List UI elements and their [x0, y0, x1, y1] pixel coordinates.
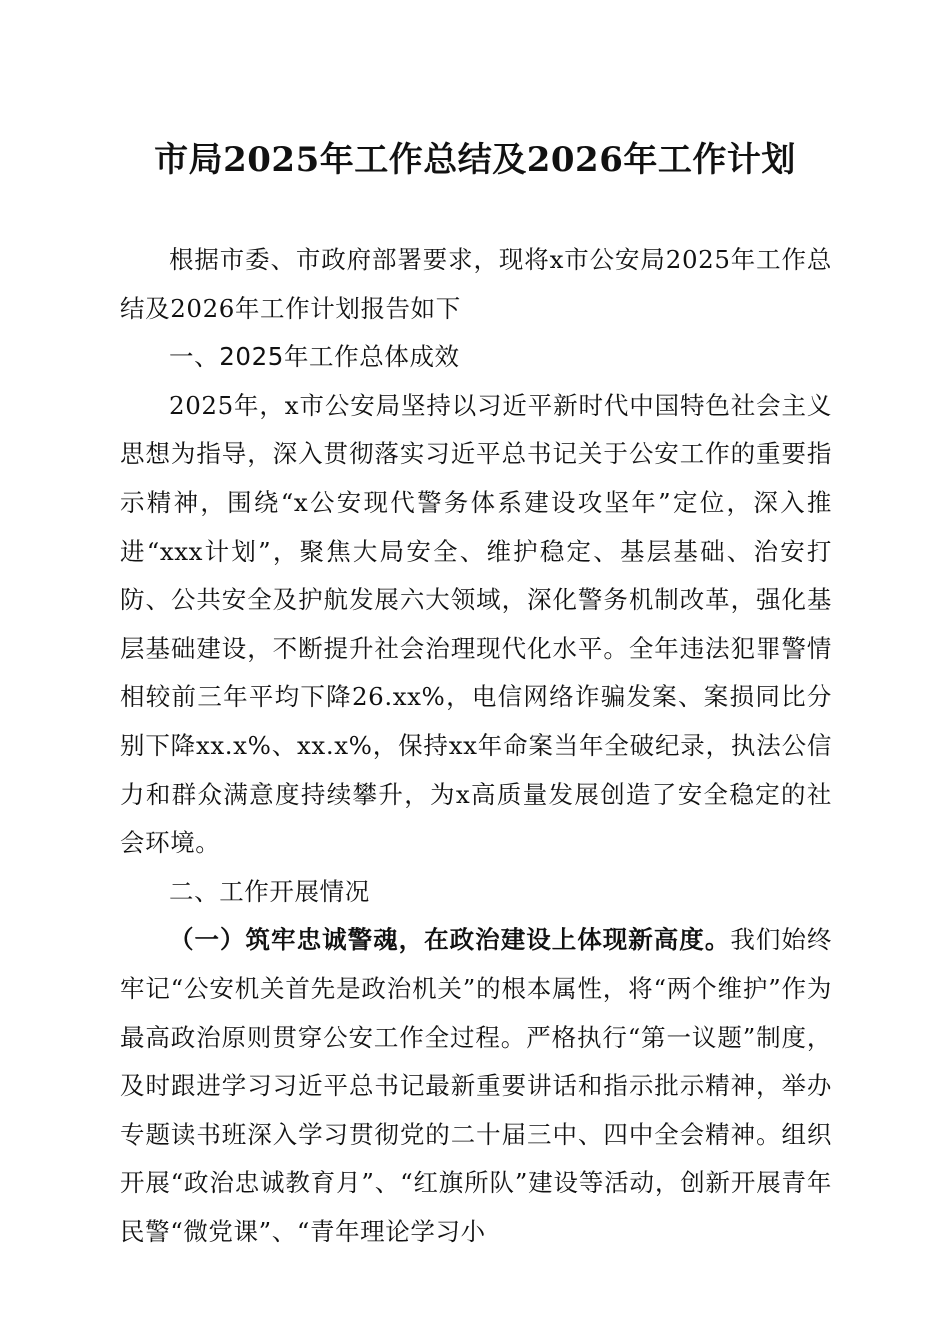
section-heading-work-progress: 二、工作开展情况 — [169, 876, 370, 906]
political-building-text: 我们始终牢记“公安机关首先是政治机关”的根本属性，将“两个维护”作为最高政治原则贯穿公安工作全过程。严格执行“第一议题”制度，及时跟进学习习近平总书记最新重要讲话和指示批示精神，举办专题读书班深入学习贯彻党的二十届三中、四中全会精神。组织开展“政治忠诚教育月”、“红旗所队”建设等活动，创新开展青年民警“微党课”、“青年理论学习小 — [120, 925, 832, 1246]
political-building-paragraph — [120, 916, 832, 1256]
section-heading-achievements: 一、2025年工作总体成效 — [169, 342, 460, 372]
intro-paragraph: 根据市委、市政府部署要求，现将x市公安局2025年工作总结及2026年工作计划报告如下 — [120, 245, 832, 323]
political-building-lead: （一）筑牢忠诚警魂，在政治建设上体现新高度。 — [169, 925, 731, 955]
document-title: 市局2025年工作总结及2026年工作计划 — [154, 140, 796, 180]
document-body — [120, 236, 832, 1256]
achievements-paragraph: 2025年，x市公安局坚持以习近平新时代中国特色社会主义思想为指导，深入贯彻落实习近平总书记关于公安工作的重要指示精神，围绕“x公安现代警务体系建设攻坚年”定位，深入推进“xxx计划”，聚焦大局安全、维护稳定、基层基础、治安打防、公共安全及护航发展六大领域，深化警务机制改革，强化基层基础建设，不断提升社会治理现代化水平。全年违法犯罪警情相较前三年平均下降26.xx%，电信网络诈骗发案、案损同比分别下降xx.x%、xx.x%，保持xx年命案当年全破纪录，执法公信力和群众满意度持续攀升，为x高质量发展创造了安全稳定的社会环境。 — [120, 390, 832, 858]
